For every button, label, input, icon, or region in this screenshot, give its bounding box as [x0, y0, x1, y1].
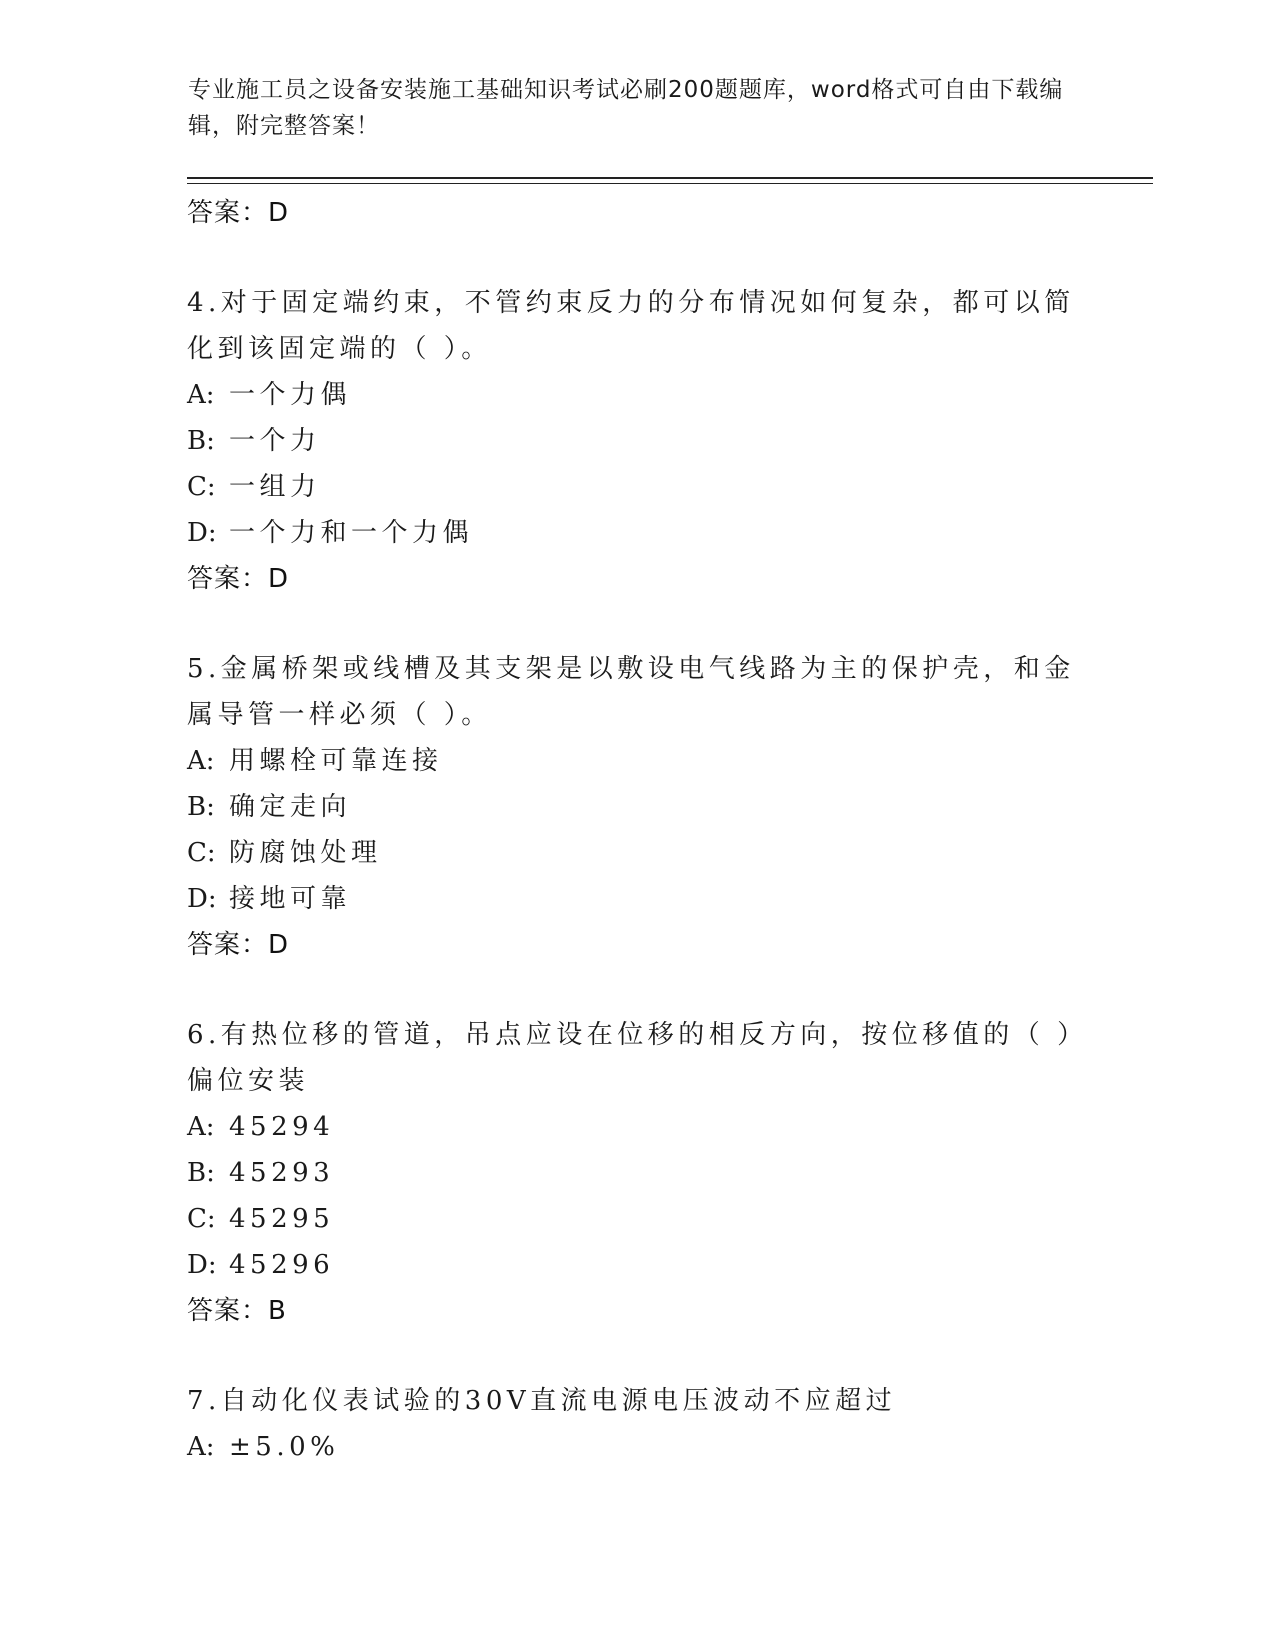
option-text: 一组力	[229, 472, 321, 502]
option-text: 一个力偶	[229, 380, 352, 410]
question-text: 4.对于固定端约束，不管约束反力的分布情况如何复杂，都可以简化到该固定端的（ ）。	[187, 288, 1075, 364]
option-letter: D:	[187, 518, 217, 548]
option-c	[187, 830, 1087, 876]
option-d	[187, 876, 1087, 922]
answer-line: 答案：D	[187, 198, 290, 228]
question-text: 6.有热位移的管道，吊点应设在位移的相反方向，按位移值的（ ）偏位安装	[187, 1020, 1075, 1096]
answer-line: 答案：B	[187, 1296, 287, 1326]
option-letter: B:	[187, 426, 215, 456]
option-c	[187, 1196, 1087, 1242]
option-letter: C:	[187, 472, 216, 502]
question-block	[187, 280, 1087, 602]
answer-line: 答案：D	[187, 930, 290, 960]
header-rule-bottom	[187, 183, 1153, 184]
option-c	[187, 464, 1087, 510]
option-text: 用螺栓可靠连接	[229, 746, 443, 776]
option-text: 45293	[229, 1158, 335, 1188]
option-text: 一个力	[229, 426, 321, 456]
question-text: 7.自动化仪表试验的30V直流电源电压波动不应超过	[187, 1386, 897, 1416]
option-text: 确定走向	[229, 792, 352, 822]
option-text: 45295	[229, 1204, 335, 1234]
option-a	[187, 372, 1087, 418]
option-letter: D:	[187, 1250, 217, 1280]
option-letter: D:	[187, 884, 217, 914]
question-list	[187, 190, 1087, 1470]
option-letter: A:	[187, 746, 215, 776]
header-rule-top	[187, 177, 1153, 179]
option-text: ±5.0%	[229, 1432, 340, 1462]
question-block	[187, 646, 1087, 968]
question-block	[187, 1012, 1087, 1334]
option-a	[187, 1424, 1087, 1470]
option-letter: C:	[187, 838, 216, 868]
option-letter: B:	[187, 1158, 215, 1188]
option-d	[187, 510, 1087, 556]
question-block	[187, 1378, 1087, 1470]
option-letter: A:	[187, 1432, 215, 1462]
option-d	[187, 1242, 1087, 1288]
option-text: 一个力和一个力偶	[229, 518, 474, 548]
option-text: 接地可靠	[229, 884, 352, 914]
option-a	[187, 1104, 1087, 1150]
option-letter: B:	[187, 792, 215, 822]
option-b	[187, 418, 1087, 464]
option-letter: C:	[187, 1204, 216, 1234]
page-header: 专业施工员之设备安装施工基础知识考试必刷200题题库，word格式可自由下载编辑，附完整答案！	[188, 77, 1064, 139]
option-text: 45294	[229, 1112, 335, 1142]
option-a	[187, 738, 1087, 784]
option-b	[187, 784, 1087, 830]
option-b	[187, 1150, 1087, 1196]
option-text: 防腐蚀处理	[229, 838, 382, 868]
question-text: 5.金属桥架或线槽及其支架是以敷设电气线路为主的保护壳，和金属导管一样必须（ ）。	[187, 654, 1075, 730]
option-letter: A:	[187, 380, 215, 410]
answer-line: 答案：D	[187, 564, 290, 594]
option-letter: A:	[187, 1112, 215, 1142]
option-text: 45296	[229, 1250, 335, 1280]
